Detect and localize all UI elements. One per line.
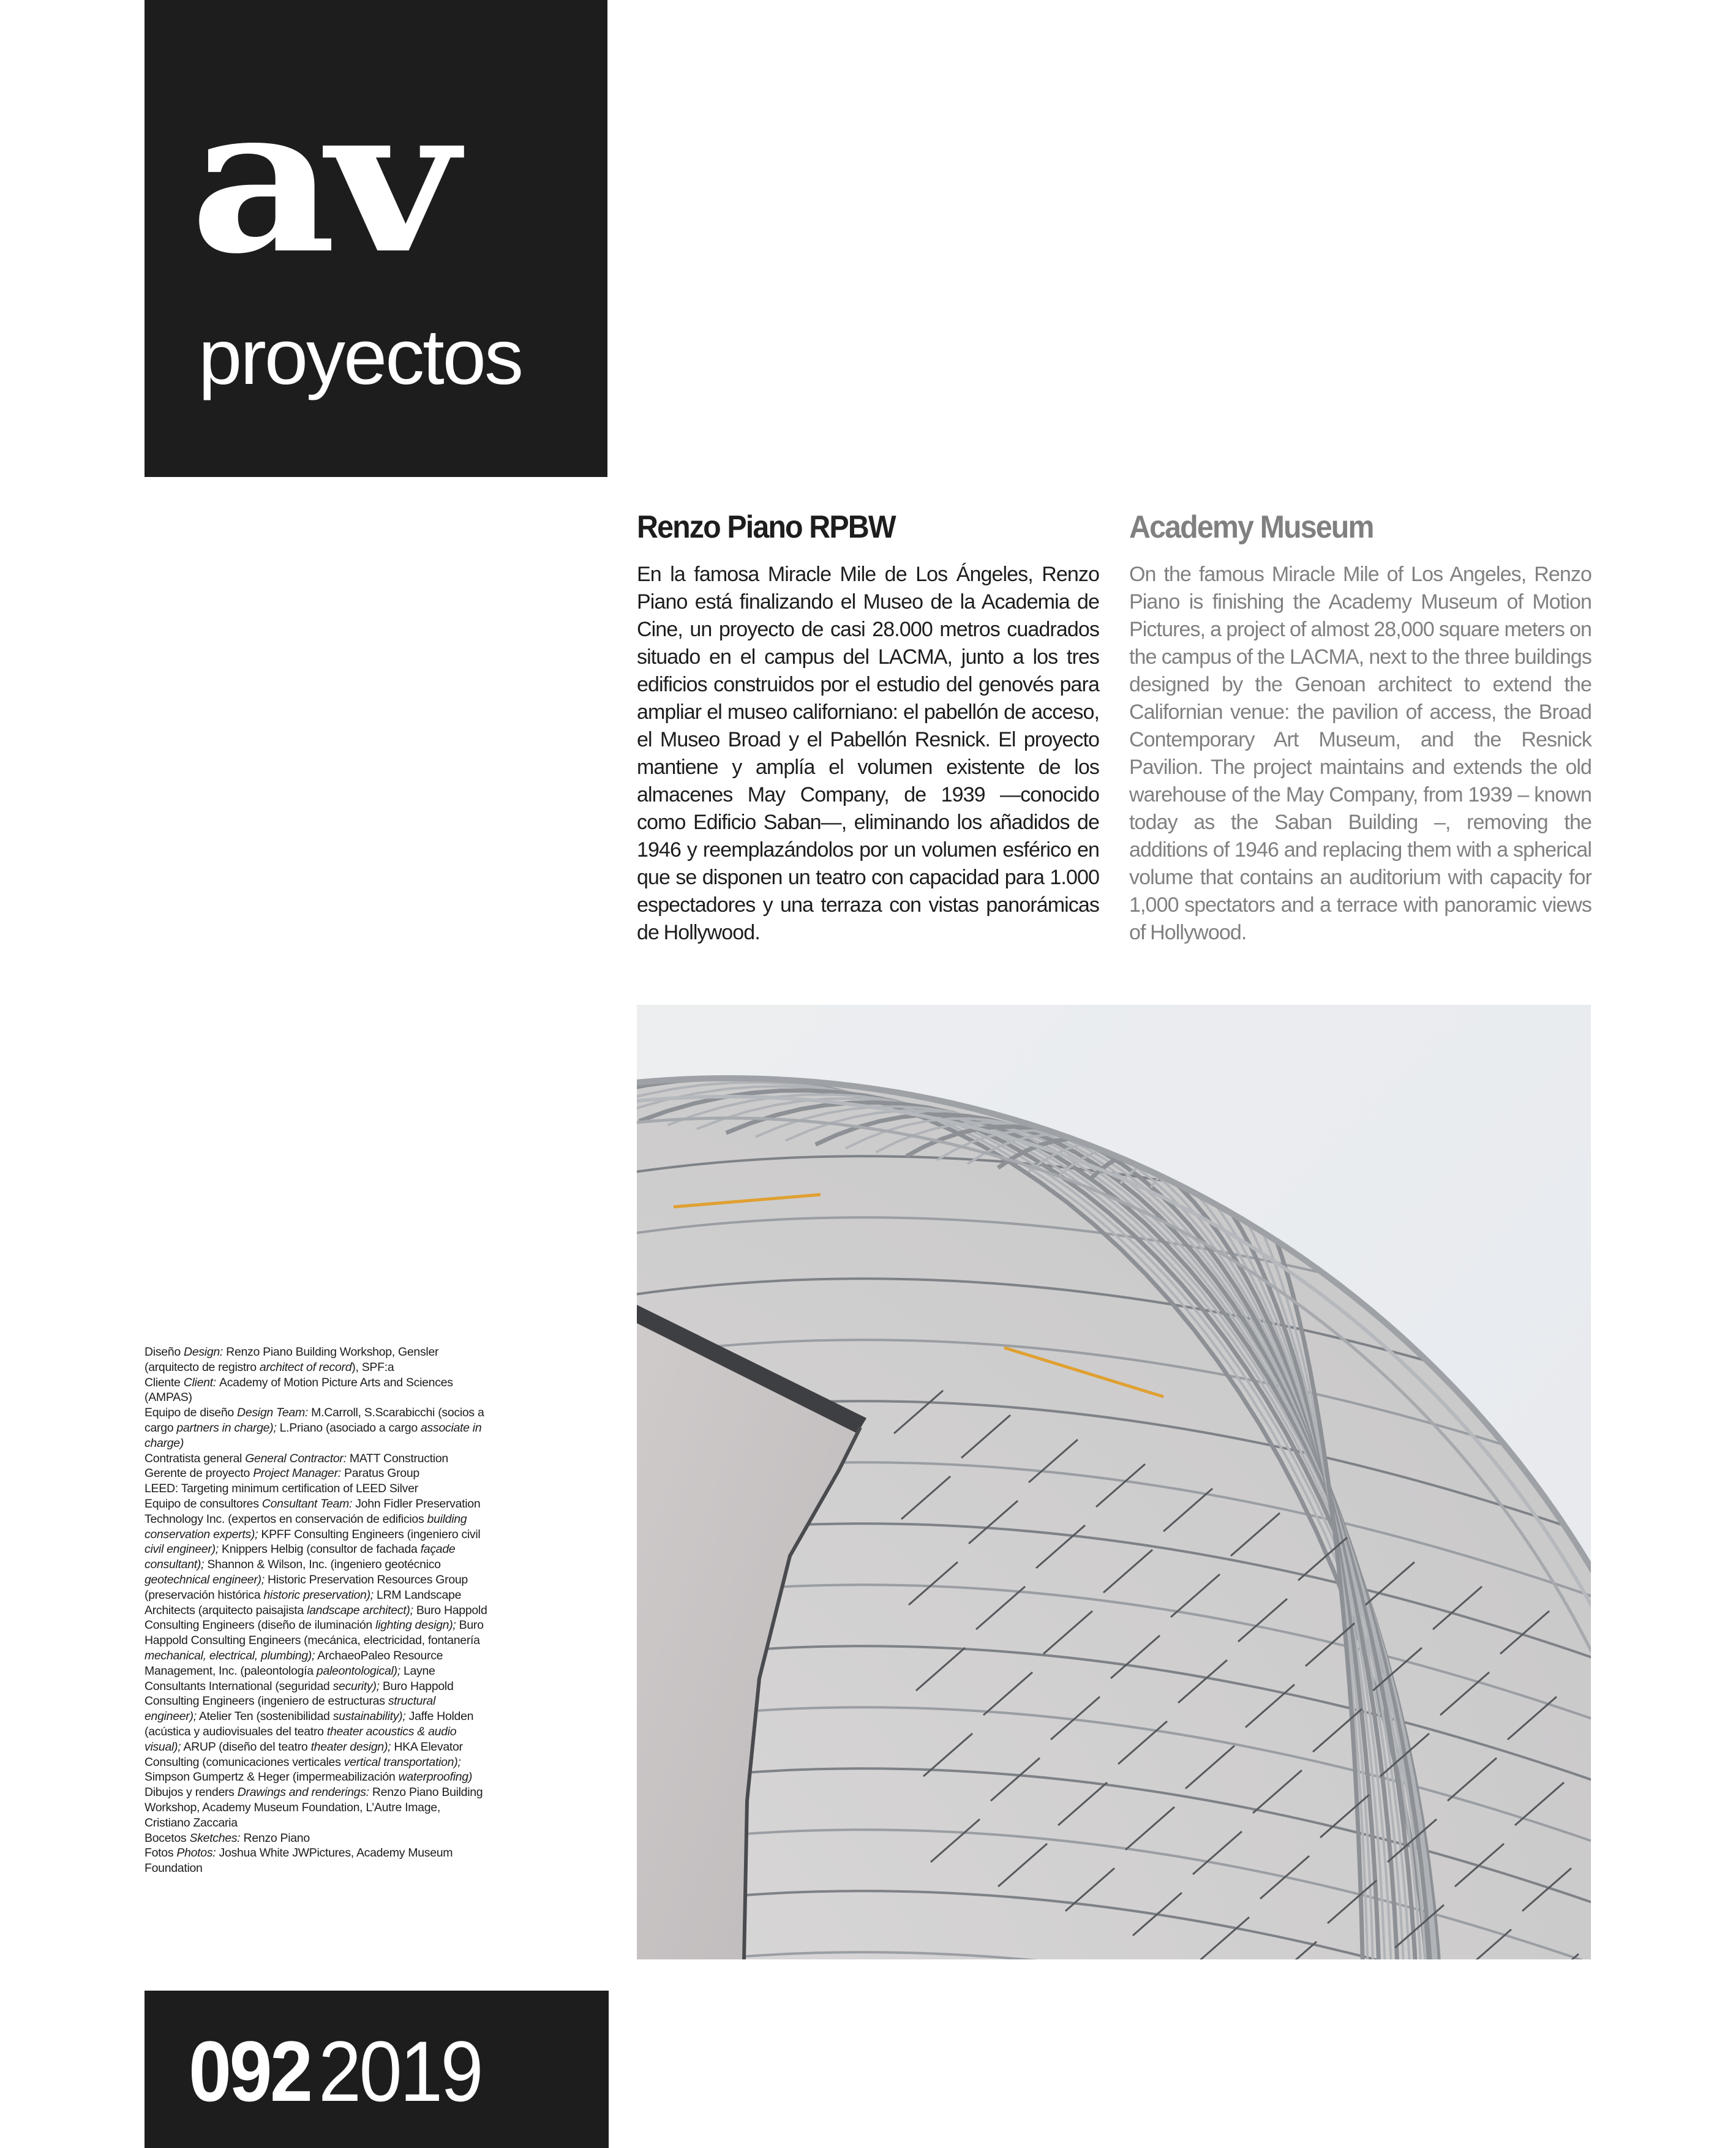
credit-value: Buro Happold Consulting Engineers (diseño de iluminación xyxy=(145,1603,487,1632)
credit-value: Layne Consultants International (seguridad xyxy=(145,1664,435,1693)
article-title-english: Academy Museum xyxy=(1129,509,1373,545)
credit-value: Jaffe Holden (acústica y audiovisuales del teatro xyxy=(145,1710,474,1738)
credit-role-en: landscape architect); xyxy=(307,1603,413,1617)
credit-role-en: geotechnical engineer); xyxy=(145,1572,265,1587)
credit-value: Shannon & Wilson, Inc. (ingeniero geotécnico xyxy=(204,1558,441,1572)
credit-label-es: Gerente de proyecto xyxy=(145,1466,254,1481)
credit-value: Historic Preservation Resources Group (preservación histórica xyxy=(145,1572,468,1602)
credit-role-en: theater design); xyxy=(310,1740,391,1754)
credit-value: Buro Happold Consulting Engineers (ingeniero de estructuras xyxy=(145,1679,454,1708)
masthead-logo xyxy=(145,0,607,477)
credit-role-en: vertical transportation); xyxy=(344,1755,461,1769)
credit-label-es: Diseño xyxy=(145,1345,184,1359)
credit-value: HKA Elevator Consulting (comunicaciones verticales xyxy=(145,1740,463,1769)
credit-label-en: Client: xyxy=(183,1375,220,1389)
article-body-english: On the famous Miracle Mile of Los Angeles, Renzo Piano is finishing the Academy Museum of Motion Pictures, a project of almost 28,000 square meters on the campus of the LACMA, next to the three buildings designed by the Genoan architect to extend the Californian venue: the pavilion of access, the Broad Contemporary Art Museum, and the Resnick Pavilion. The project maintains and extends the old warehouse of the May Company, from 1939 – known today as the Saban Building –, removing the additions of 1946 and replacing them with a spherical volume that contains an auditorium with capacity for 1,000 spectators and a terrace with panoramic views of Hollywood. xyxy=(1129,563,1591,944)
credit-value: Knippers Helbig (consultor de fachada xyxy=(218,1542,421,1557)
credit-role-en: façade consultant); xyxy=(145,1542,456,1572)
credit-value: MATT Construction xyxy=(349,1451,448,1465)
credit-role-en: theater acoustics & audio visual); xyxy=(145,1724,457,1754)
credit-value: L.Priano (asociado a cargo xyxy=(276,1421,421,1435)
credit-label-en: Design Team: xyxy=(237,1406,312,1420)
credit-role-en: mechanical, electrical, plumbing); xyxy=(145,1648,315,1662)
credit-role-en: civil engineer); xyxy=(145,1542,219,1557)
credit-label-es: Equipo de diseño xyxy=(145,1406,238,1420)
credit-entry xyxy=(145,1831,487,1846)
credit-value: LRM Landscape Architects (arquitecto paisajista xyxy=(145,1588,462,1617)
article-body-spanish: En la famosa Miracle Mile de Los Ángeles, Renzo Piano está finalizando el Museo de la Academia de Cine, un proyecto de casi 28.000 metros cuadrados situado en el campus del LACMA, junto a los tres edificios construidos por el estudio del genovés para ampliar el museo californiano: el pabellón de acceso, el Museo Broad y el Pabellón Resnick. El proyecto mantiene y amplía el volumen existente de los almacenes May Company, de 1939 —conocido como Edificio Saban—, eliminando los añadidos de 1946 y reemplazándolos por un volumen esférico en que se disponen un teatro con capacidad para 1.000 espectadores y una terraza con vistas panorámicas de Hollywood. xyxy=(637,563,1099,944)
credit-value: Buro Happold Consulting Engineers (mecánica, electricidad, fontanería xyxy=(145,1618,484,1648)
credit-value: ARUP (diseño del teatro xyxy=(181,1740,311,1754)
issue-number: 092 xyxy=(189,2023,311,2119)
credit-value: M.Carroll, S.Scarabicchi (socios a cargo xyxy=(145,1406,484,1435)
credit-value: Renzo Piano Building Workshop, Academy Museum Foundation, L’Autre Image, Cristiano Zaccaria xyxy=(145,1786,483,1830)
credit-label-en: Drawings and renderings: xyxy=(237,1786,372,1800)
credit-value: Atelier Ten (sostenibilidad xyxy=(196,1710,333,1724)
credit-role-en: building conservation experts); xyxy=(145,1512,467,1541)
credit-value: Academy of Motion Picture Arts and Sciences (AMPAS) xyxy=(145,1375,453,1405)
credit-label-en: Design: xyxy=(184,1345,227,1359)
credit-label-en: Consultant Team: xyxy=(261,1496,356,1511)
credit-role-en: sustainability); xyxy=(333,1710,406,1724)
credit-role-en: lighting design); xyxy=(375,1618,456,1632)
credit-entry xyxy=(145,1846,487,1876)
credit-entry xyxy=(145,1785,487,1830)
credit-value: ), SPF:a xyxy=(351,1360,394,1374)
credit-label-es: Bocetos xyxy=(145,1831,190,1845)
project-credits xyxy=(145,1345,487,1876)
credit-role-en: historic preservation); xyxy=(263,1588,374,1602)
credit-entry xyxy=(145,1345,487,1375)
credit-label-es: Fotos xyxy=(145,1846,177,1860)
credit-entry xyxy=(145,1405,487,1451)
credit-role-en: structural engineer); xyxy=(145,1694,436,1724)
credit-label-en: Sketches: xyxy=(189,1831,244,1845)
credit-label-en: General Contractor: xyxy=(245,1451,350,1465)
credit-label-es: Contratista general xyxy=(145,1451,246,1465)
credit-entry xyxy=(145,1375,487,1406)
credit-role-en: partners in charge); xyxy=(176,1421,277,1435)
credit-value: KPFF Consulting Engineers (ingeniero civil xyxy=(258,1527,481,1541)
article-english-column xyxy=(1129,506,1591,947)
credit-label-es: Dibujos y renders xyxy=(145,1786,238,1800)
credit-entry xyxy=(145,1496,487,1785)
credit-role-en: waterproofing) xyxy=(398,1770,473,1784)
credit-role-en: architect of record xyxy=(259,1360,352,1374)
photo-illustration xyxy=(637,1005,1591,1959)
credit-role-en: paleontological); xyxy=(316,1664,400,1678)
credit-value: Paratus Group xyxy=(344,1466,419,1481)
article-spanish-column xyxy=(637,506,1099,947)
credit-label-es: Cliente xyxy=(145,1375,184,1389)
credit-label-en: Photos: xyxy=(176,1846,219,1860)
logo-subtitle: proyectos xyxy=(198,314,522,401)
logo-av-wordmark: av xyxy=(190,61,449,298)
issue-badge xyxy=(145,1991,609,2148)
credit-value: John Fidler Preservation Technology Inc. (expertos en conservación de edificios xyxy=(145,1496,481,1526)
credit-entry xyxy=(145,1481,487,1496)
credit-entry xyxy=(145,1466,487,1481)
credit-value: Renzo Piano xyxy=(243,1831,310,1845)
credit-value: Simpson Gumpertz & Heger (impermeabilización xyxy=(145,1770,399,1784)
credit-label-en: Project Manager: xyxy=(253,1466,345,1481)
credit-value: LEED: Targeting minimum certification of LEED Silver xyxy=(145,1482,418,1496)
credit-value: ArchaeoPaleo Resource Management, Inc. (paleontología xyxy=(145,1648,443,1678)
article-title-spanish: Renzo Piano RPBW xyxy=(637,509,895,545)
credit-role-en: security); xyxy=(333,1679,380,1693)
credit-value: Renzo Piano Building Workshop, Gensler (arquitecto de registro xyxy=(145,1345,439,1374)
issue-label xyxy=(189,2023,481,2119)
credit-role-en: associate in charge) xyxy=(145,1421,482,1450)
sphere-construction-photo xyxy=(637,1005,1591,1959)
credit-value: Joshua White JWPictures, Academy Museum Foundation xyxy=(145,1846,453,1876)
issue-year: 2019 xyxy=(318,2023,481,2119)
credit-entry xyxy=(145,1451,487,1466)
credit-label-es: Equipo de consultores xyxy=(145,1496,262,1511)
